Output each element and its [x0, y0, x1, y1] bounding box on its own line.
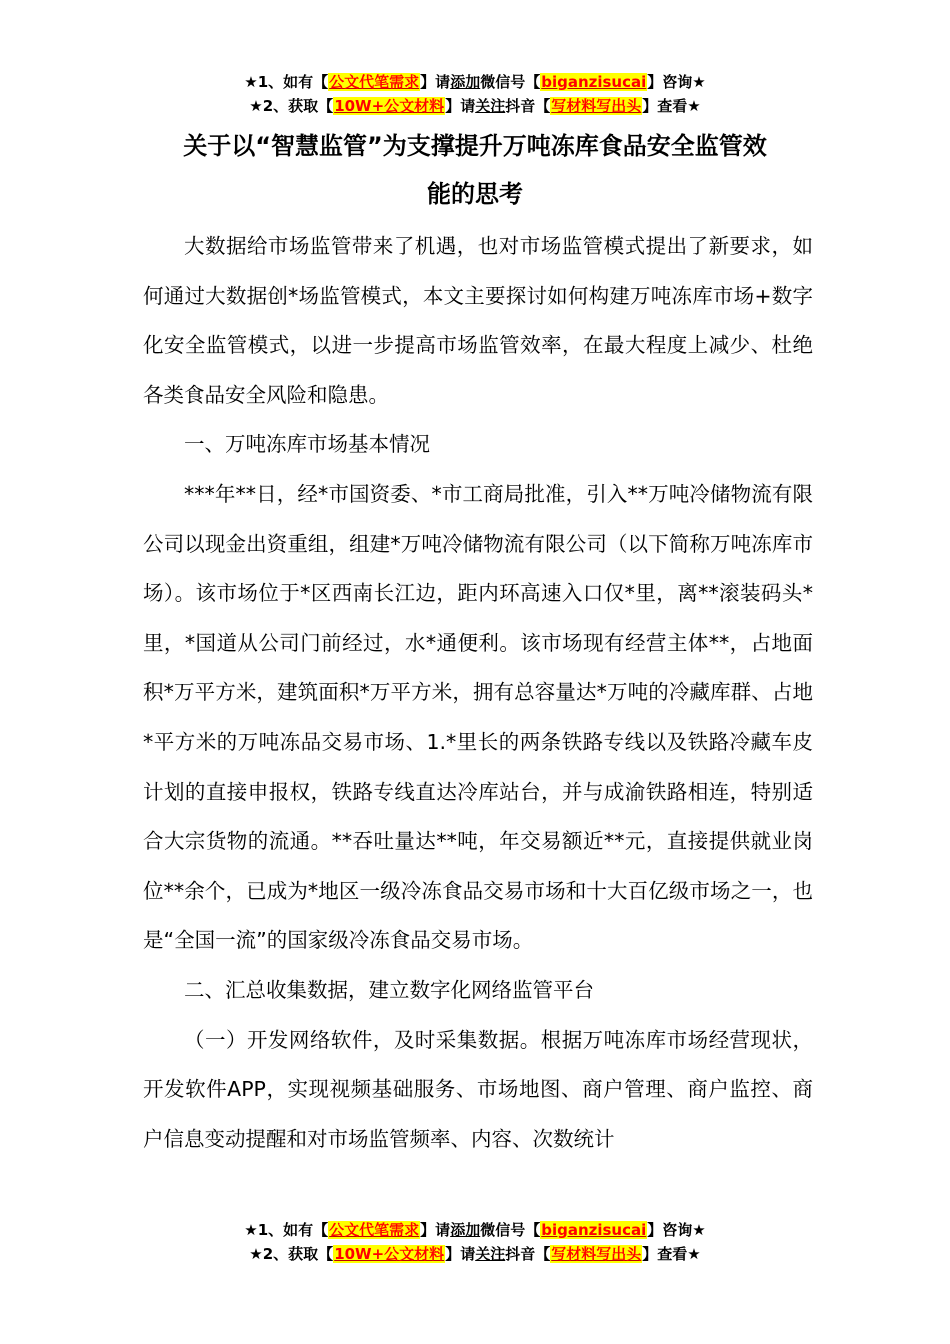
document-title [0, 122, 950, 218]
douyin-account: 写材料写出头 [551, 97, 642, 115]
douyin-account: 写材料写出头 [551, 1245, 642, 1263]
promo-line-1: ★1、如有【公文代笔需求】请添加微信号【biganzisucai】咨询★ [244, 1221, 706, 1239]
title-line-1: 关于以“智慧监管”为支撑提升万吨冻库食品安全监管效 [183, 132, 767, 160]
section-heading-2: 二、汇总收集数据，建立数字化网络监管平台 [184, 977, 594, 1002]
promo-line-1: ★1、如有【公文代笔需求】请添加微信号【biganzisucai】咨询★ [244, 73, 706, 91]
promo-highlight: 10W+公文材料 [334, 97, 445, 115]
promo-highlight: 公文代笔需求 [329, 1221, 420, 1239]
bottom-promo-banner [0, 1218, 950, 1266]
intro-paragraph: 大数据给市场监管带来了机遇，也对市场监管模式提出了新要求，如何通过大数据创*场监管模式，本文主要探讨如何构建万吨冻库市场+数字化安全监管模式，以进一步提高市场监管效率，在最大程度上减少、杜绝各类食品安全风险和隐患。 [143, 234, 813, 407]
wechat-id: biganzisucai [541, 1221, 647, 1239]
top-promo-banner [0, 70, 950, 118]
promo-line-2: ★2、获取【10W+公文材料】请关注抖音【写材料写出头】查看★ [249, 97, 701, 115]
document-body [143, 222, 813, 1164]
software-paragraph: （一）开发网络软件，及时采集数据。根据万吨冻库市场经营现状，开发软件APP，实现视频基础服务、市场地图、商户管理、商户监控、商户信息变动提醒和对市场监管频率、内容、次数统计 [143, 1027, 813, 1151]
market-overview-paragraph: ***年**日，经*市国资委、*市工商局批准，引入**万吨冷储物流有限公司以现金出资重组，组建*万吨冷储物流有限公司（以下简称万吨冻库市场）。该市场位于*区西南长江边，距内环高速入口仅*里，离**滚装码头*里，*国道从公司门前经过，水*通便利。该市场现有经营主体**，占地面积*万平方米，建筑面积*万平方米，拥有总容量达*万吨的冷藏库群、占地*平方米的万吨冻品交易市场、1.*里长的两条铁路专线以及铁路冷藏车皮计划的直接申报权，铁路专线直达冷库站台，并与成渝铁路相连，特别适合大宗货物的流通。**吞吐量达**吨，年交易额近**元，直接提供就业岗位**余个，已成为*地区一级冷冻食品交易市场和十大百亿级市场之一，也是“全国一流”的国家级冷冻食品交易市场。 [143, 481, 813, 953]
wechat-id: biganzisucai [541, 73, 647, 91]
promo-line-2: ★2、获取【10W+公文材料】请关注抖音【写材料写出头】查看★ [249, 1245, 701, 1263]
section-heading-1: 一、万吨冻库市场基本情况 [184, 432, 430, 457]
promo-highlight: 10W+公文材料 [334, 1245, 445, 1263]
promo-highlight: 公文代笔需求 [329, 73, 420, 91]
title-line-2: 能的思考 [427, 180, 523, 208]
